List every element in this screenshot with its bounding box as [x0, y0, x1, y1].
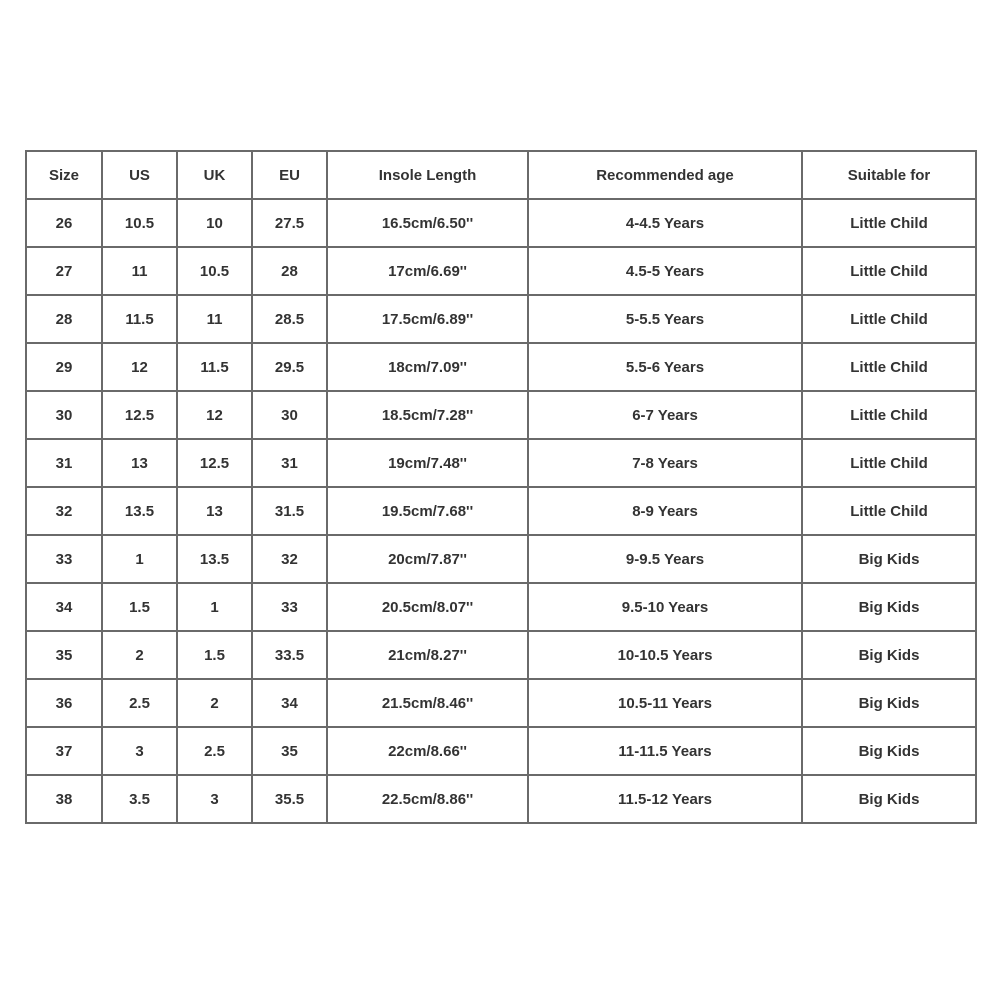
us-cell: 2	[102, 631, 177, 679]
table-row	[26, 295, 976, 343]
suitable-for-cell: Little Child	[802, 247, 976, 295]
table-row	[26, 199, 976, 247]
header-size: Size	[26, 151, 102, 199]
uk-cell: 11.5	[177, 343, 252, 391]
table-row	[26, 535, 976, 583]
table-row	[26, 583, 976, 631]
recommended-age-cell: 4-4.5 Years	[528, 199, 802, 247]
recommended-age-cell: 5-5.5 Years	[528, 295, 802, 343]
suitable-for-cell: Little Child	[802, 487, 976, 535]
insole-length-cell: 20cm/7.87''	[327, 535, 528, 583]
insole-length-cell: 16.5cm/6.50''	[327, 199, 528, 247]
eu-cell: 34	[252, 679, 327, 727]
table-row	[26, 631, 976, 679]
us-cell: 3.5	[102, 775, 177, 823]
table-row	[26, 439, 976, 487]
insole-length-cell: 17.5cm/6.89''	[327, 295, 528, 343]
insole-length-cell: 18.5cm/7.28''	[327, 391, 528, 439]
eu-cell: 31.5	[252, 487, 327, 535]
recommended-age-cell: 9-9.5 Years	[528, 535, 802, 583]
size-cell: 34	[26, 583, 102, 631]
uk-cell: 11	[177, 295, 252, 343]
uk-cell: 3	[177, 775, 252, 823]
uk-cell: 13.5	[177, 535, 252, 583]
uk-cell: 1.5	[177, 631, 252, 679]
suitable-for-cell: Little Child	[802, 295, 976, 343]
table-body	[26, 199, 976, 823]
table-row	[26, 391, 976, 439]
uk-cell: 2.5	[177, 727, 252, 775]
size-cell: 37	[26, 727, 102, 775]
us-cell: 1.5	[102, 583, 177, 631]
header-uk: UK	[177, 151, 252, 199]
suitable-for-cell: Little Child	[802, 343, 976, 391]
us-cell: 2.5	[102, 679, 177, 727]
insole-length-cell: 19cm/7.48''	[327, 439, 528, 487]
recommended-age-cell: 11.5-12 Years	[528, 775, 802, 823]
size-cell: 32	[26, 487, 102, 535]
recommended-age-cell: 10-10.5 Years	[528, 631, 802, 679]
recommended-age-cell: 11-11.5 Years	[528, 727, 802, 775]
insole-length-cell: 18cm/7.09''	[327, 343, 528, 391]
table-header-row	[26, 151, 976, 199]
eu-cell: 30	[252, 391, 327, 439]
size-cell: 38	[26, 775, 102, 823]
uk-cell: 13	[177, 487, 252, 535]
size-cell: 33	[26, 535, 102, 583]
table-row	[26, 247, 976, 295]
size-cell: 27	[26, 247, 102, 295]
insole-length-cell: 21.5cm/8.46''	[327, 679, 528, 727]
recommended-age-cell: 4.5-5 Years	[528, 247, 802, 295]
size-cell: 26	[26, 199, 102, 247]
header-insole-length: Insole Length	[327, 151, 528, 199]
eu-cell: 28	[252, 247, 327, 295]
insole-length-cell: 17cm/6.69''	[327, 247, 528, 295]
eu-cell: 35.5	[252, 775, 327, 823]
uk-cell: 10	[177, 199, 252, 247]
table-row	[26, 343, 976, 391]
recommended-age-cell: 7-8 Years	[528, 439, 802, 487]
table-row	[26, 775, 976, 823]
recommended-age-cell: 9.5-10 Years	[528, 583, 802, 631]
suitable-for-cell: Little Child	[802, 391, 976, 439]
size-chart-table	[25, 150, 977, 824]
us-cell: 13.5	[102, 487, 177, 535]
recommended-age-cell: 6-7 Years	[528, 391, 802, 439]
suitable-for-cell: Big Kids	[802, 535, 976, 583]
us-cell: 12	[102, 343, 177, 391]
eu-cell: 35	[252, 727, 327, 775]
us-cell: 1	[102, 535, 177, 583]
table-row	[26, 727, 976, 775]
eu-cell: 32	[252, 535, 327, 583]
suitable-for-cell: Little Child	[802, 439, 976, 487]
insole-length-cell: 22cm/8.66''	[327, 727, 528, 775]
suitable-for-cell: Little Child	[802, 199, 976, 247]
size-cell: 30	[26, 391, 102, 439]
recommended-age-cell: 8-9 Years	[528, 487, 802, 535]
header-recommended-age: Recommended age	[528, 151, 802, 199]
header-eu: EU	[252, 151, 327, 199]
header-us: US	[102, 151, 177, 199]
us-cell: 12.5	[102, 391, 177, 439]
table-row	[26, 487, 976, 535]
table-row	[26, 679, 976, 727]
suitable-for-cell: Big Kids	[802, 727, 976, 775]
eu-cell: 27.5	[252, 199, 327, 247]
insole-length-cell: 21cm/8.27''	[327, 631, 528, 679]
eu-cell: 31	[252, 439, 327, 487]
uk-cell: 1	[177, 583, 252, 631]
uk-cell: 2	[177, 679, 252, 727]
us-cell: 11	[102, 247, 177, 295]
suitable-for-cell: Big Kids	[802, 775, 976, 823]
us-cell: 11.5	[102, 295, 177, 343]
us-cell: 3	[102, 727, 177, 775]
recommended-age-cell: 5.5-6 Years	[528, 343, 802, 391]
recommended-age-cell: 10.5-11 Years	[528, 679, 802, 727]
size-cell: 28	[26, 295, 102, 343]
size-cell: 31	[26, 439, 102, 487]
header-suitable-for: Suitable for	[802, 151, 976, 199]
eu-cell: 28.5	[252, 295, 327, 343]
size-cell: 36	[26, 679, 102, 727]
uk-cell: 12	[177, 391, 252, 439]
insole-length-cell: 19.5cm/7.68''	[327, 487, 528, 535]
us-cell: 10.5	[102, 199, 177, 247]
size-cell: 29	[26, 343, 102, 391]
us-cell: 13	[102, 439, 177, 487]
eu-cell: 29.5	[252, 343, 327, 391]
suitable-for-cell: Big Kids	[802, 631, 976, 679]
suitable-for-cell: Big Kids	[802, 583, 976, 631]
uk-cell: 10.5	[177, 247, 252, 295]
eu-cell: 33	[252, 583, 327, 631]
suitable-for-cell: Big Kids	[802, 679, 976, 727]
insole-length-cell: 20.5cm/8.07''	[327, 583, 528, 631]
insole-length-cell: 22.5cm/8.86''	[327, 775, 528, 823]
eu-cell: 33.5	[252, 631, 327, 679]
size-cell: 35	[26, 631, 102, 679]
uk-cell: 12.5	[177, 439, 252, 487]
